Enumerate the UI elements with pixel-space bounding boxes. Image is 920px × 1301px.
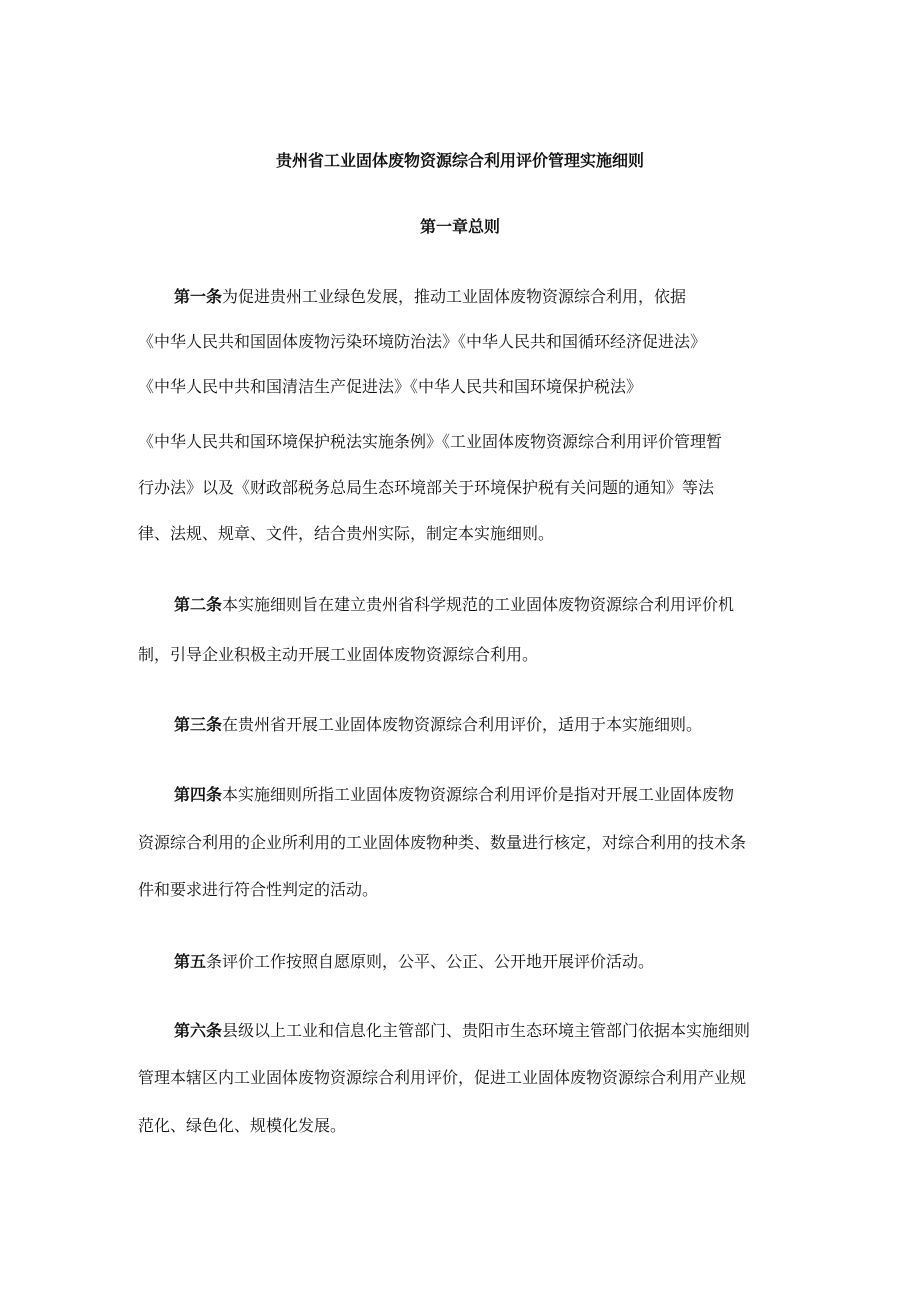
article-2-text: 本实施细则旨在建立贵州省科学规范的工业固体废物资源综合利用评价机 bbox=[222, 595, 735, 614]
article-1-line-6: 律、法规、规章、文件，结合贵州实际，制定本实施细则。 bbox=[138, 524, 555, 543]
article-1-line-4: 《中华人民共和国环境保护税法实施条例》《工业固体废物资源综合利用评价管理暂 bbox=[138, 432, 723, 451]
article-1-line-1 bbox=[174, 287, 686, 307]
chapter-heading: 第一章总则 bbox=[419, 217, 500, 236]
article-4-line-3: 件和要求进行符合性判定的活动。 bbox=[138, 880, 379, 899]
article-6-line-2: 管理本辖区内工业固体废物资源综合利用评价，促进工业固体废物资源综合利用产业规 bbox=[138, 1068, 747, 1087]
article-3-text: 在贵州省开展工业固体废物资源综合利用评价，适用于本实施细则。 bbox=[222, 715, 703, 734]
document-title: 贵州省工业固体废物资源综合利用评价管理实施细则 bbox=[275, 151, 644, 170]
article-1-line-5: 行办法》以及《财政部税务总局生态环境部关于环境保护税有关问题的通知》等法 bbox=[138, 478, 715, 497]
article-3-line-1 bbox=[174, 715, 702, 735]
article-4-line-1 bbox=[174, 785, 734, 805]
article-4-text: 本实施细则所指工业固体废物资源综合利用评价是指对开展工业固体废物 bbox=[222, 785, 735, 804]
article-2-line-1 bbox=[174, 595, 734, 615]
article-5-text: 评价工作按照自愿原则，公平、公正、公开地开展评价活动。 bbox=[222, 952, 655, 971]
article-4-label: 第四条 bbox=[174, 785, 223, 804]
article-6-line-3: 范化、绿色化、规模化发展。 bbox=[138, 1116, 347, 1135]
article-4-line-2: 资源综合利用的企业所利用的工业固体废物种类、数量进行核定，对综合利用的技术条 bbox=[138, 833, 747, 852]
article-1-line-2: 《中华人民共和国固体废物污染环境防治法》《中华人民共和国循环经济促进法》 bbox=[138, 332, 707, 351]
article-5-label-normal: 条 bbox=[206, 952, 223, 971]
article-2-line-2: 制，引导企业积极主动开展工业固体废物资源综合利用。 bbox=[138, 645, 539, 664]
article-3-label: 第三条 bbox=[174, 715, 223, 734]
article-6-text: 县级以上工业和信息化主管部门、贵阳市生态环境主管部门依据本实施细则 bbox=[222, 1021, 751, 1040]
article-2-label: 第二条 bbox=[174, 595, 223, 614]
article-1-text: 为促进贵州工业绿色发展，推动工业固体废物资源综合利用，依据 bbox=[222, 287, 687, 306]
article-6-line-1 bbox=[174, 1021, 750, 1041]
article-5-label-bold: 第五 bbox=[174, 952, 207, 971]
article-1-label: 第一条 bbox=[174, 287, 223, 306]
article-1-line-3: 《中华人民中共和国清洁生产促进法》《中华人民共和国环境保护税法》 bbox=[138, 377, 643, 396]
article-5-line-1 bbox=[174, 952, 654, 972]
article-6-label: 第六条 bbox=[174, 1021, 223, 1040]
